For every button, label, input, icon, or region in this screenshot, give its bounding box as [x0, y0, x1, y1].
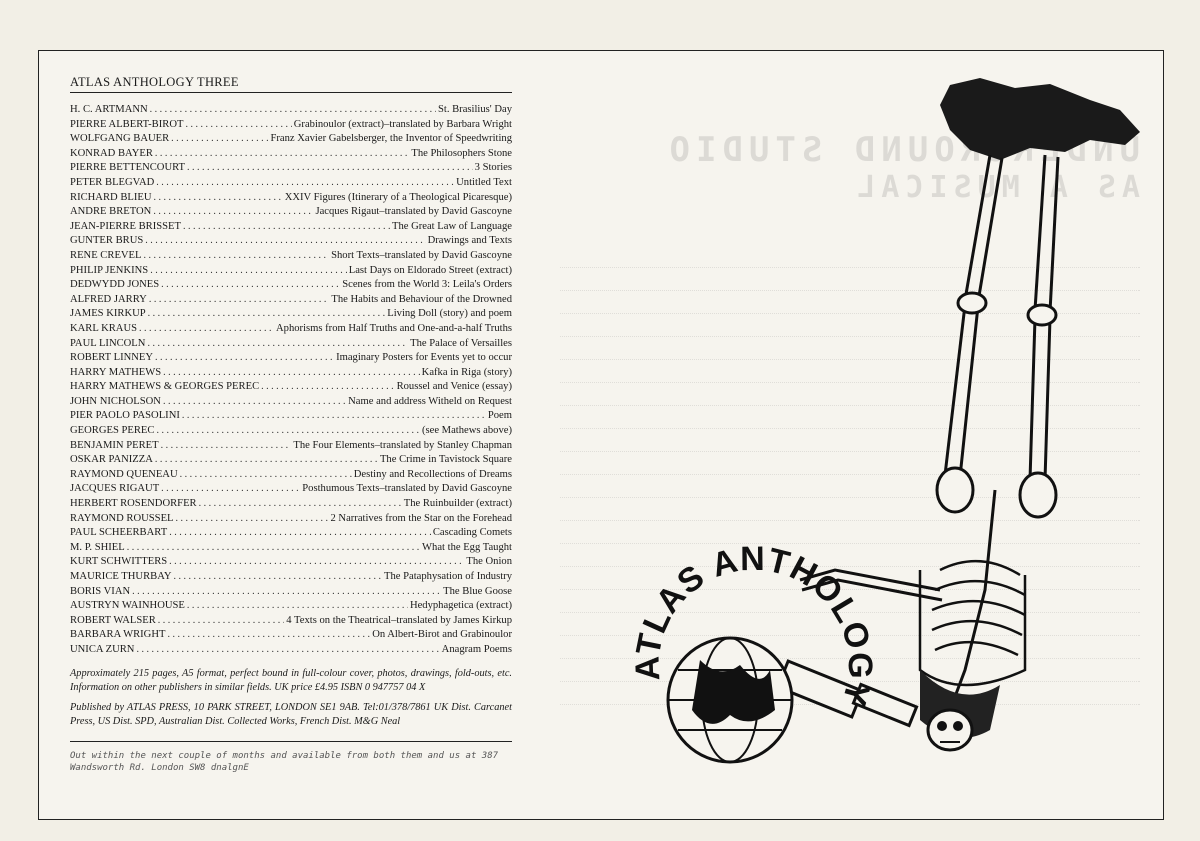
publication-details	[70, 667, 512, 742]
entry-author: BARBARA WRIGHT	[70, 629, 166, 641]
entry-author: ROBERT WALSER	[70, 614, 156, 626]
entry-work: The Ruinbuilder (extract)	[403, 498, 512, 510]
entry-work: Anagram Poems	[441, 643, 512, 655]
entry-author: HERBERT ROSENDORFER	[70, 498, 197, 510]
entry-author: BENJAMIN PERET	[70, 439, 159, 451]
contents-entry	[70, 615, 512, 630]
contents-entry	[70, 454, 512, 469]
entry-work: Drawings and Texts	[427, 235, 512, 247]
leader-dots	[147, 338, 408, 349]
contents-entry	[70, 483, 512, 498]
anthology-title: ATLAS ANTHOLOGY THREE	[70, 75, 512, 93]
entry-author: HARRY MATHEWS	[70, 366, 162, 378]
entry-work: The Habits and Behaviour of the Drowned	[331, 293, 512, 305]
contents-entry	[70, 338, 512, 353]
leader-dots	[169, 556, 464, 567]
entry-author: ROBERT LINNEY	[70, 352, 154, 364]
leader-dots	[199, 498, 402, 509]
entry-author: KARL KRAUS	[70, 322, 138, 334]
entry-work: Destiny and Recollections of Dreams	[353, 468, 512, 480]
leader-dots	[132, 586, 441, 597]
entry-author: DEDWYDD JONES	[70, 279, 160, 291]
contents-entry	[70, 235, 512, 250]
entry-work: Poem	[487, 410, 512, 422]
entry-work: What the Egg Taught	[422, 541, 512, 553]
entry-author: PHILIP JENKINS	[70, 264, 149, 276]
leader-dots	[161, 279, 340, 290]
leader-dots	[174, 571, 382, 582]
entry-work: Last Days on Eldorado Street (extract)	[348, 264, 512, 276]
contents-entry	[70, 600, 512, 615]
contents-entry	[70, 571, 512, 586]
contents-entry	[70, 323, 512, 338]
entry-author: PAUL SCHEERBART	[70, 527, 168, 539]
leader-dots	[185, 119, 291, 130]
entry-work: Scenes from the World 3: Leila's Orders	[342, 279, 512, 291]
contents-entry	[70, 425, 512, 440]
entry-work: Posthumous Texts–translated by David Gascoyne	[302, 483, 512, 495]
contents-entry	[70, 162, 512, 177]
leader-dots	[176, 513, 329, 524]
skull-drawing	[928, 710, 972, 750]
contents-entry	[70, 133, 512, 148]
leader-dots	[167, 629, 370, 640]
contents-list	[70, 104, 512, 659]
leader-dots	[187, 162, 473, 173]
contents-entry	[70, 629, 512, 644]
skeleton-illustration	[620, 70, 1160, 790]
entry-work: 4 Texts on the Theatrical–translated by James Kirkup	[286, 614, 512, 626]
entry-author: M. P. SHIEL	[70, 541, 125, 553]
leader-dots	[149, 294, 330, 305]
contents-entry	[70, 250, 512, 265]
entry-author: KURT SCHWITTERS	[70, 556, 168, 568]
entry-author: JACQUES RIGAUT	[70, 483, 160, 495]
leader-dots	[153, 206, 313, 217]
contents-entry	[70, 279, 512, 294]
entry-author: PAUL LINCOLN	[70, 337, 146, 349]
entry-work: Roussel and Venice (essay)	[396, 381, 512, 393]
contents-entry	[70, 381, 512, 396]
leader-dots	[187, 600, 408, 611]
contents-column	[70, 75, 512, 774]
entry-work: The Pataphysation of Industry	[384, 571, 512, 582]
leader-dots	[148, 308, 386, 319]
contents-entry	[70, 308, 512, 323]
leader-dots	[155, 148, 409, 159]
contents-entry	[70, 542, 512, 557]
contents-entry	[70, 513, 512, 528]
entry-work: The Four Elements–translated by Stanley Chapman	[293, 439, 512, 451]
entry-work: The Blue Goose	[443, 585, 512, 597]
entry-work: Imaginary Posters for Events yet to occur	[336, 352, 512, 364]
contents-entry	[70, 396, 512, 411]
contents-entry	[70, 294, 512, 309]
handwritten-footnote: Out within the next couple of months and available from both them and us at 387 Wandsworth Rd. London SW8 dnalgnE	[70, 750, 499, 773]
contents-entry	[70, 352, 512, 367]
contents-entry	[70, 104, 512, 119]
contents-entry	[70, 586, 512, 601]
contents-entry	[70, 527, 512, 542]
entry-author: OSKAR PANIZZA	[70, 454, 153, 466]
contents-entry	[70, 469, 512, 484]
entry-work: XXIV Figures (Itinerary of a Theological Picaresque)	[284, 191, 512, 203]
leader-dots	[154, 192, 283, 203]
entry-work: The Onion	[466, 556, 512, 568]
entry-work: (see Mathews above)	[421, 425, 512, 437]
entry-work: 3 Stories	[474, 162, 512, 174]
entry-work: Jacques Rigaut–translated by David Gascoyne	[315, 206, 512, 218]
entry-author: WOLFGANG BAUER	[70, 133, 170, 145]
leader-dots	[158, 615, 285, 626]
leader-dots	[150, 265, 347, 276]
leader-dots	[127, 542, 420, 553]
entry-work: Aphorisms from Half Truths and One-and-a-half Truths	[276, 322, 512, 334]
leader-dots	[155, 352, 334, 363]
globe-drawing	[668, 638, 792, 762]
leader-dots	[163, 396, 346, 407]
format-info: Approximately 215 pages, A5 format, perfect bound in full-colour cover, photos, drawings, fold-outs, etc. Information on other publishers in similar fields. UK price £4.95 ISBN 0 947757 04 X	[70, 667, 512, 694]
entry-work: Kafka in Riga (story)	[421, 366, 512, 378]
leader-dots	[161, 483, 300, 494]
publisher-info: Published by ATLAS PRESS, 10 PARK STREET, LONDON SE1 9AB. Tel:01/378/7861 UK Dist. Carcanet Press, US Dist. SPD, Australian Dist. Collected Works, French Dist. M&G Neal	[70, 701, 512, 728]
entry-work: Name and address Witheld on Request	[348, 395, 512, 407]
entry-author: JAMES KIRKUP	[70, 308, 146, 320]
contents-entry	[70, 206, 512, 221]
entry-author: KONRAD BAYER	[70, 147, 153, 159]
entry-author: ANDRE BRETON	[70, 206, 152, 218]
entry-author: JEAN-PIERRE BRISSET	[70, 220, 181, 232]
entry-author: PIER PAOLO PASOLINI	[70, 410, 180, 422]
leader-dots	[139, 323, 274, 334]
entry-author: PIERRE ALBERT-BIROT	[70, 118, 184, 130]
entry-author: H. C. ARTMANN	[70, 104, 148, 115]
entry-author: RAYMOND ROUSSEL	[70, 512, 174, 524]
entry-work: Living Doll (story) and poem	[387, 308, 512, 320]
entry-work: On Albert-Birot and Grabinoulor	[372, 629, 512, 641]
leader-dots	[182, 410, 486, 421]
entry-author: JOHN NICHOLSON	[70, 395, 161, 407]
landmass-drawing	[940, 78, 1140, 160]
leader-dots	[161, 440, 292, 451]
entry-work: Hedyphagetica (extract)	[409, 600, 512, 612]
entry-work: St. Brasilius' Day	[437, 104, 512, 115]
leader-dots	[156, 177, 454, 188]
entry-author: MAURICE THURBAY	[70, 571, 172, 582]
entry-author: UNICA ZURN	[70, 643, 135, 655]
entry-author: PETER BLEGVAD	[70, 176, 155, 188]
leader-dots	[155, 454, 378, 465]
entry-author: BORIS VIAN	[70, 585, 131, 597]
entry-work: The Philosophers Stone	[411, 147, 512, 159]
entry-author: GUNTER BRUS	[70, 235, 144, 247]
contents-entry	[70, 119, 512, 134]
leader-dots	[183, 221, 390, 232]
entry-work: Short Texts–translated by David Gascoyne	[331, 249, 512, 261]
entry-work: The Palace of Versailles	[410, 337, 512, 349]
leader-dots	[136, 644, 439, 655]
entry-author: RENE CREVEL	[70, 249, 142, 261]
leader-dots	[156, 425, 420, 436]
entry-work: Untitled Text	[456, 176, 512, 188]
contents-entry	[70, 177, 512, 192]
leader-dots	[144, 250, 330, 261]
entry-author: RICHARD BLIEU	[70, 191, 152, 203]
ribcage	[920, 561, 1025, 685]
contents-entry	[70, 192, 512, 207]
entry-author: HARRY MATHEWS & GEORGES PEREC	[70, 381, 260, 393]
entry-author: GEORGES PEREC	[70, 425, 155, 437]
entry-work: The Great Law of Language	[391, 220, 512, 232]
entry-work: The Crime in Tavistock Square	[379, 454, 512, 466]
leader-dots	[150, 104, 436, 115]
entry-work: Cascading Comets	[432, 527, 512, 539]
entry-author: AUSTRYN WAINHOUSE	[70, 600, 185, 612]
leader-dots	[163, 367, 420, 378]
contents-entry	[70, 221, 512, 236]
contents-entry	[70, 148, 512, 163]
logo-text: ATLAS ANTHOLOGY	[628, 539, 879, 711]
entry-author: PIERRE BETTENCOURT	[70, 162, 186, 174]
leader-dots	[171, 133, 268, 144]
leader-dots	[145, 235, 425, 246]
entry-author: ALFRED JARRY	[70, 293, 147, 305]
leader-dots	[169, 527, 431, 538]
contents-entry	[70, 556, 512, 571]
contents-entry	[70, 440, 512, 455]
entry-work: Grabinoulor (extract)–translated by Barbara Wright	[293, 118, 512, 130]
contents-entry	[70, 644, 512, 659]
leader-dots	[180, 469, 352, 480]
contents-entry	[70, 498, 512, 513]
contents-entry	[70, 367, 512, 382]
entry-work: Franz Xavier Gabelsberger, the Inventor of Speedwriting	[270, 133, 512, 145]
leader-dots	[261, 381, 394, 392]
contents-entry	[70, 410, 512, 425]
entry-work: 2 Narratives from the Star on the Forehead	[330, 512, 512, 524]
entry-author: RAYMOND QUENEAU	[70, 468, 178, 480]
contents-entry	[70, 265, 512, 280]
